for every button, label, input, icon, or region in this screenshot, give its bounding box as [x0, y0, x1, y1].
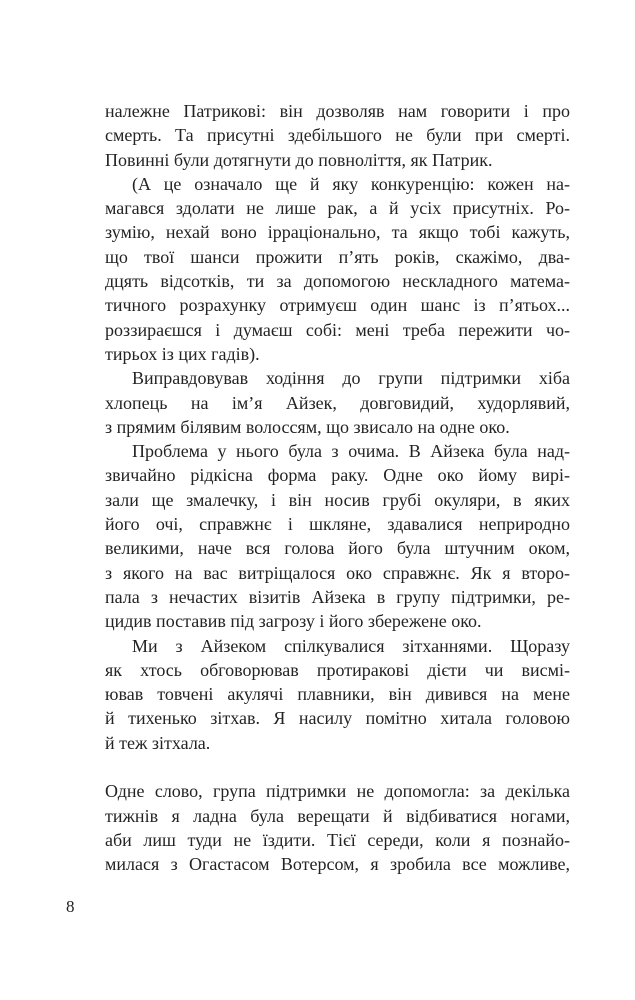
text-line: з якого на вас витріщалося око справжнє. Як я второ- [105, 562, 570, 583]
text-line: хлопець на ім’я Айзек, довговидий, худорлявий, [105, 392, 570, 413]
page-number: 8 [66, 897, 75, 916]
text-line: що твої шанси прожити п’ять років, скажімо, два- [105, 246, 570, 267]
text-line: й тихенько зітхав. Я насилу помітно хитала головою [105, 708, 570, 729]
paragraph [105, 439, 570, 633]
text-line: (А це означало ще й яку конкуренцію: кожен на- [132, 173, 570, 194]
text-line: належне Патрикові: він дозволяв нам говорити і про [105, 101, 570, 121]
text-line: пала з нечастих візитів Айзека в групу підтримки, ре- [105, 586, 570, 607]
text-line: його очі, справжнє і шкляне, здавалися неприродно [105, 514, 570, 535]
text-line: з прямим білявим волоссям, що звисало на одне око. [105, 416, 510, 437]
text-line: як хтось обговорював протиракові дієти чи висмі- [105, 659, 570, 680]
paragraph [105, 99, 570, 172]
text-line: магався здолати не лише рак, а й усіх присутніх. Ро- [105, 198, 570, 219]
paragraph [105, 366, 570, 439]
text-line: смерть. Та присутні здебільшого не були при смерті. [105, 125, 570, 146]
text-line: милася з Огастасом Вотерсом, я зробила все можливе, [105, 854, 570, 875]
page-text [105, 99, 570, 877]
text-line: зали ще змалечку, і він носив грубі окуляри, в яких [105, 489, 570, 510]
text-line: Одне слово, група підтримки не допомогла: за декілька [105, 781, 570, 802]
text-line: Ми з Айзеком спілкувалися зітханнями. Щоразу [132, 635, 570, 656]
text-line: тирьох із цих гадів). [105, 343, 260, 364]
text-line: Виправдовував ходіння до групи підтримки хіба [132, 368, 570, 389]
text-line: й теж зітхала. [105, 732, 211, 753]
text-line: аби лиш туди не їздити. Тієї середи, коли я познайо- [105, 829, 570, 850]
text-line: тижнів я ладна була верещати й відбиватися ногами, [105, 805, 570, 826]
text-line: Повинні були дотягнути до повноліття, як Патрик. [105, 149, 493, 170]
text-line: великими, наче вся голова його була штучним оком, [105, 538, 570, 559]
paragraph [105, 634, 570, 755]
text-line: роззираєшся і думаєш собі: мені треба пережити чо- [105, 319, 570, 340]
text-line: звичайно рідкісна форма раку. Одне око йому вирі- [105, 465, 570, 486]
text-line: дцять відсотків, ти за допомогою нескладного матема- [105, 271, 570, 292]
text-line: цидив поставив під загрозу і його збережене око. [105, 611, 482, 632]
text-line: зумію, нехай воно ірраціонально, та якщо тобі кажуть, [105, 222, 570, 243]
text-line: Проблема у нього була з очима. В Айзека була над- [132, 441, 570, 462]
text-line: тичного розрахунку отримуєш один шанс із п’ятьох... [105, 295, 570, 316]
text-line: ював товчені акулячі плавники, він дивився на мене [105, 684, 570, 705]
paragraph [105, 172, 570, 366]
paragraph [105, 779, 570, 876]
